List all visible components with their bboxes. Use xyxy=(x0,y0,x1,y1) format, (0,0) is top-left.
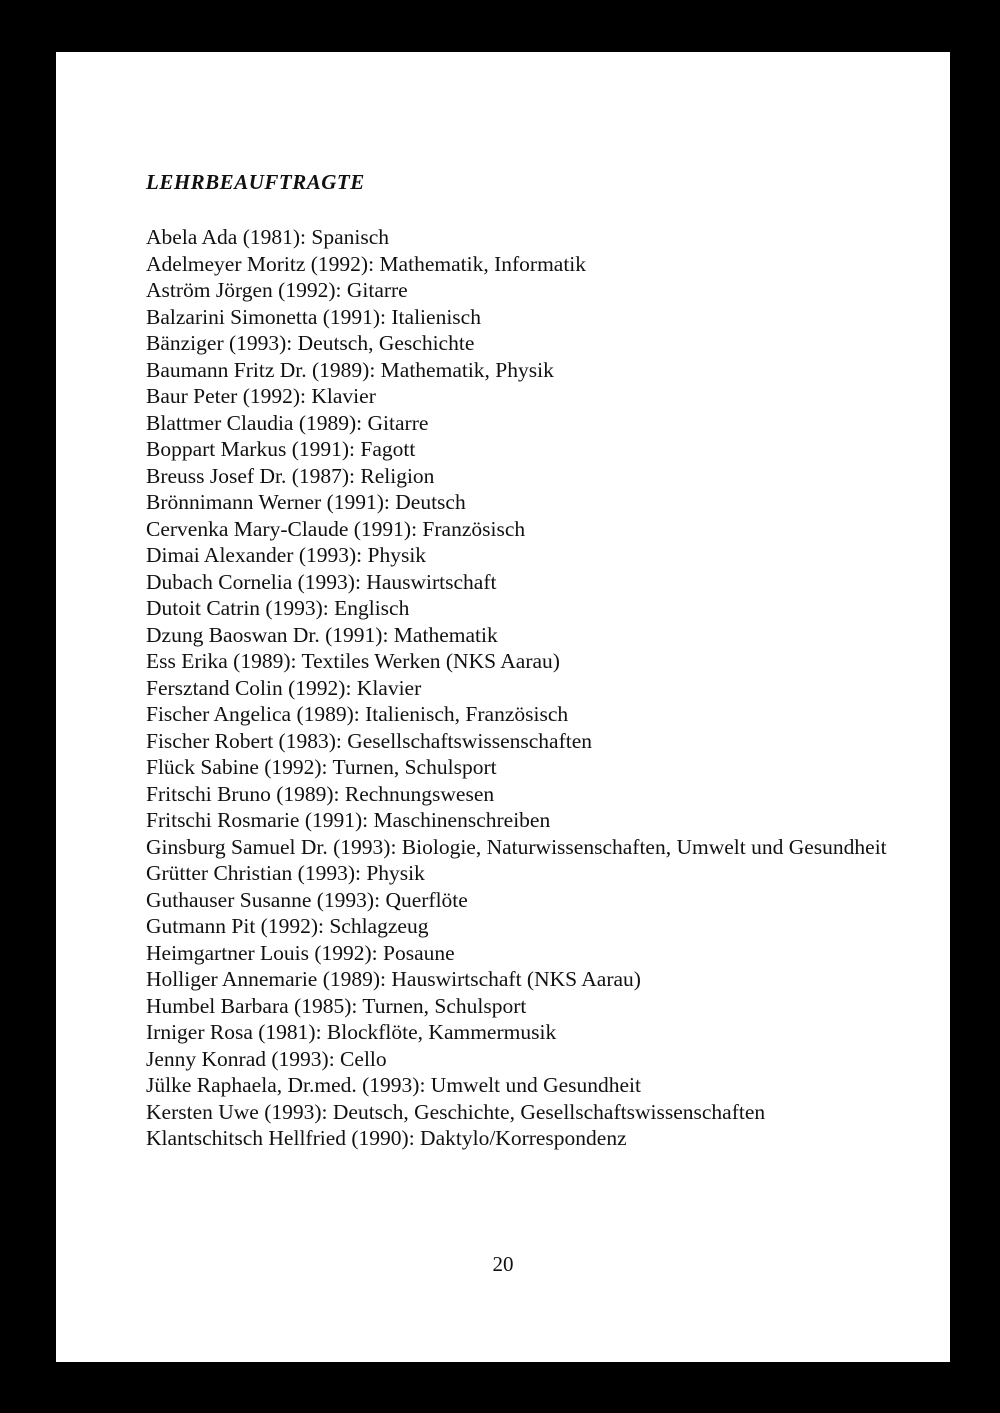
list-item: Balzarini Simonetta (1991): Italienisch xyxy=(146,304,481,329)
list-item: Irniger Rosa (1981): Blockflöte, Kammermusik xyxy=(146,1020,557,1044)
list-item: Abela Ada (1981): Spanisch xyxy=(146,225,390,249)
list-item: Blattmer Claudia (1989): Gitarre xyxy=(146,410,429,435)
page-number: 20 xyxy=(492,1252,514,1276)
list-item: Brönnimann Werner (1991): Deutsch xyxy=(146,490,466,514)
list-item: Jenny Konrad (1993): Cello xyxy=(146,1046,387,1071)
list-item: Fischer Robert (1983): Gesellschaftswissenschaften xyxy=(146,728,593,753)
list-item: Baur Peter (1992): Klavier xyxy=(146,384,376,408)
list-item: Breuss Josef Dr. (1987): Religion xyxy=(146,463,435,488)
document-page xyxy=(56,52,950,1362)
list-item: Fischer Angelica (1989): Italienisch, Französisch xyxy=(146,702,569,726)
list-item: Fritschi Bruno (1989): Rechnungswesen xyxy=(146,781,495,806)
list-item: Bänziger (1993): Deutsch, Geschichte xyxy=(146,331,475,355)
list-item: Dutoit Catrin (1993): Englisch xyxy=(146,596,410,620)
list-item: Ginsburg Samuel Dr. (1993): Biologie, Naturwissenschaften, Umwelt und Gesundheit xyxy=(146,834,887,859)
list-item: Dimai Alexander (1993): Physik xyxy=(146,543,427,567)
list-item: Humbel Barbara (1985): Turnen, Schulsport xyxy=(146,993,527,1018)
page-heading: LEHRBEAUFTRAGTE xyxy=(146,170,365,194)
list-item: Heimgartner Louis (1992): Posaune xyxy=(146,940,455,965)
list-item: Klantschitsch Hellfried (1990): Daktylo/Korrespondenz xyxy=(146,1126,627,1150)
list-item: Baumann Fritz Dr. (1989): Mathematik, Physik xyxy=(146,357,554,382)
list-item: Cervenka Mary-Claude (1991): Französisch xyxy=(146,516,526,541)
list-item: Holliger Annemarie (1989): Hauswirtschaft (NKS Aarau) xyxy=(146,967,641,991)
list-item: Fritschi Rosmarie (1991): Maschinenschreiben xyxy=(146,808,551,832)
list-item: Grütter Christian (1993): Physik xyxy=(146,861,425,885)
list-item: Gutmann Pit (1992): Schlagzeug xyxy=(146,914,429,938)
list-item: Boppart Markus (1991): Fagott xyxy=(146,437,416,461)
list-item: Kersten Uwe (1993): Deutsch, Geschichte, Gesellschaftswissenschaften xyxy=(146,1099,766,1124)
list-item: Dzung Baoswan Dr. (1991): Mathematik xyxy=(146,622,498,647)
list-item: Flück Sabine (1992): Turnen, Schulsport xyxy=(146,755,497,779)
list-item: Ess Erika (1989): Textiles Werken (NKS Aarau) xyxy=(146,649,560,673)
list-item: Jülke Raphaela, Dr.med. (1993): Umwelt und Gesundheit xyxy=(146,1073,641,1097)
list-item: Guthauser Susanne (1993): Querflöte xyxy=(146,887,468,912)
list-item: Adelmeyer Moritz (1992): Mathematik, Informatik xyxy=(146,251,587,276)
list-item: Aström Jörgen (1992): Gitarre xyxy=(146,278,408,302)
list-item: Dubach Cornelia (1993): Hauswirtschaft xyxy=(146,569,497,594)
lecturer-list xyxy=(146,224,926,1152)
list-item: Fersztand Colin (1992): Klavier xyxy=(146,675,422,700)
